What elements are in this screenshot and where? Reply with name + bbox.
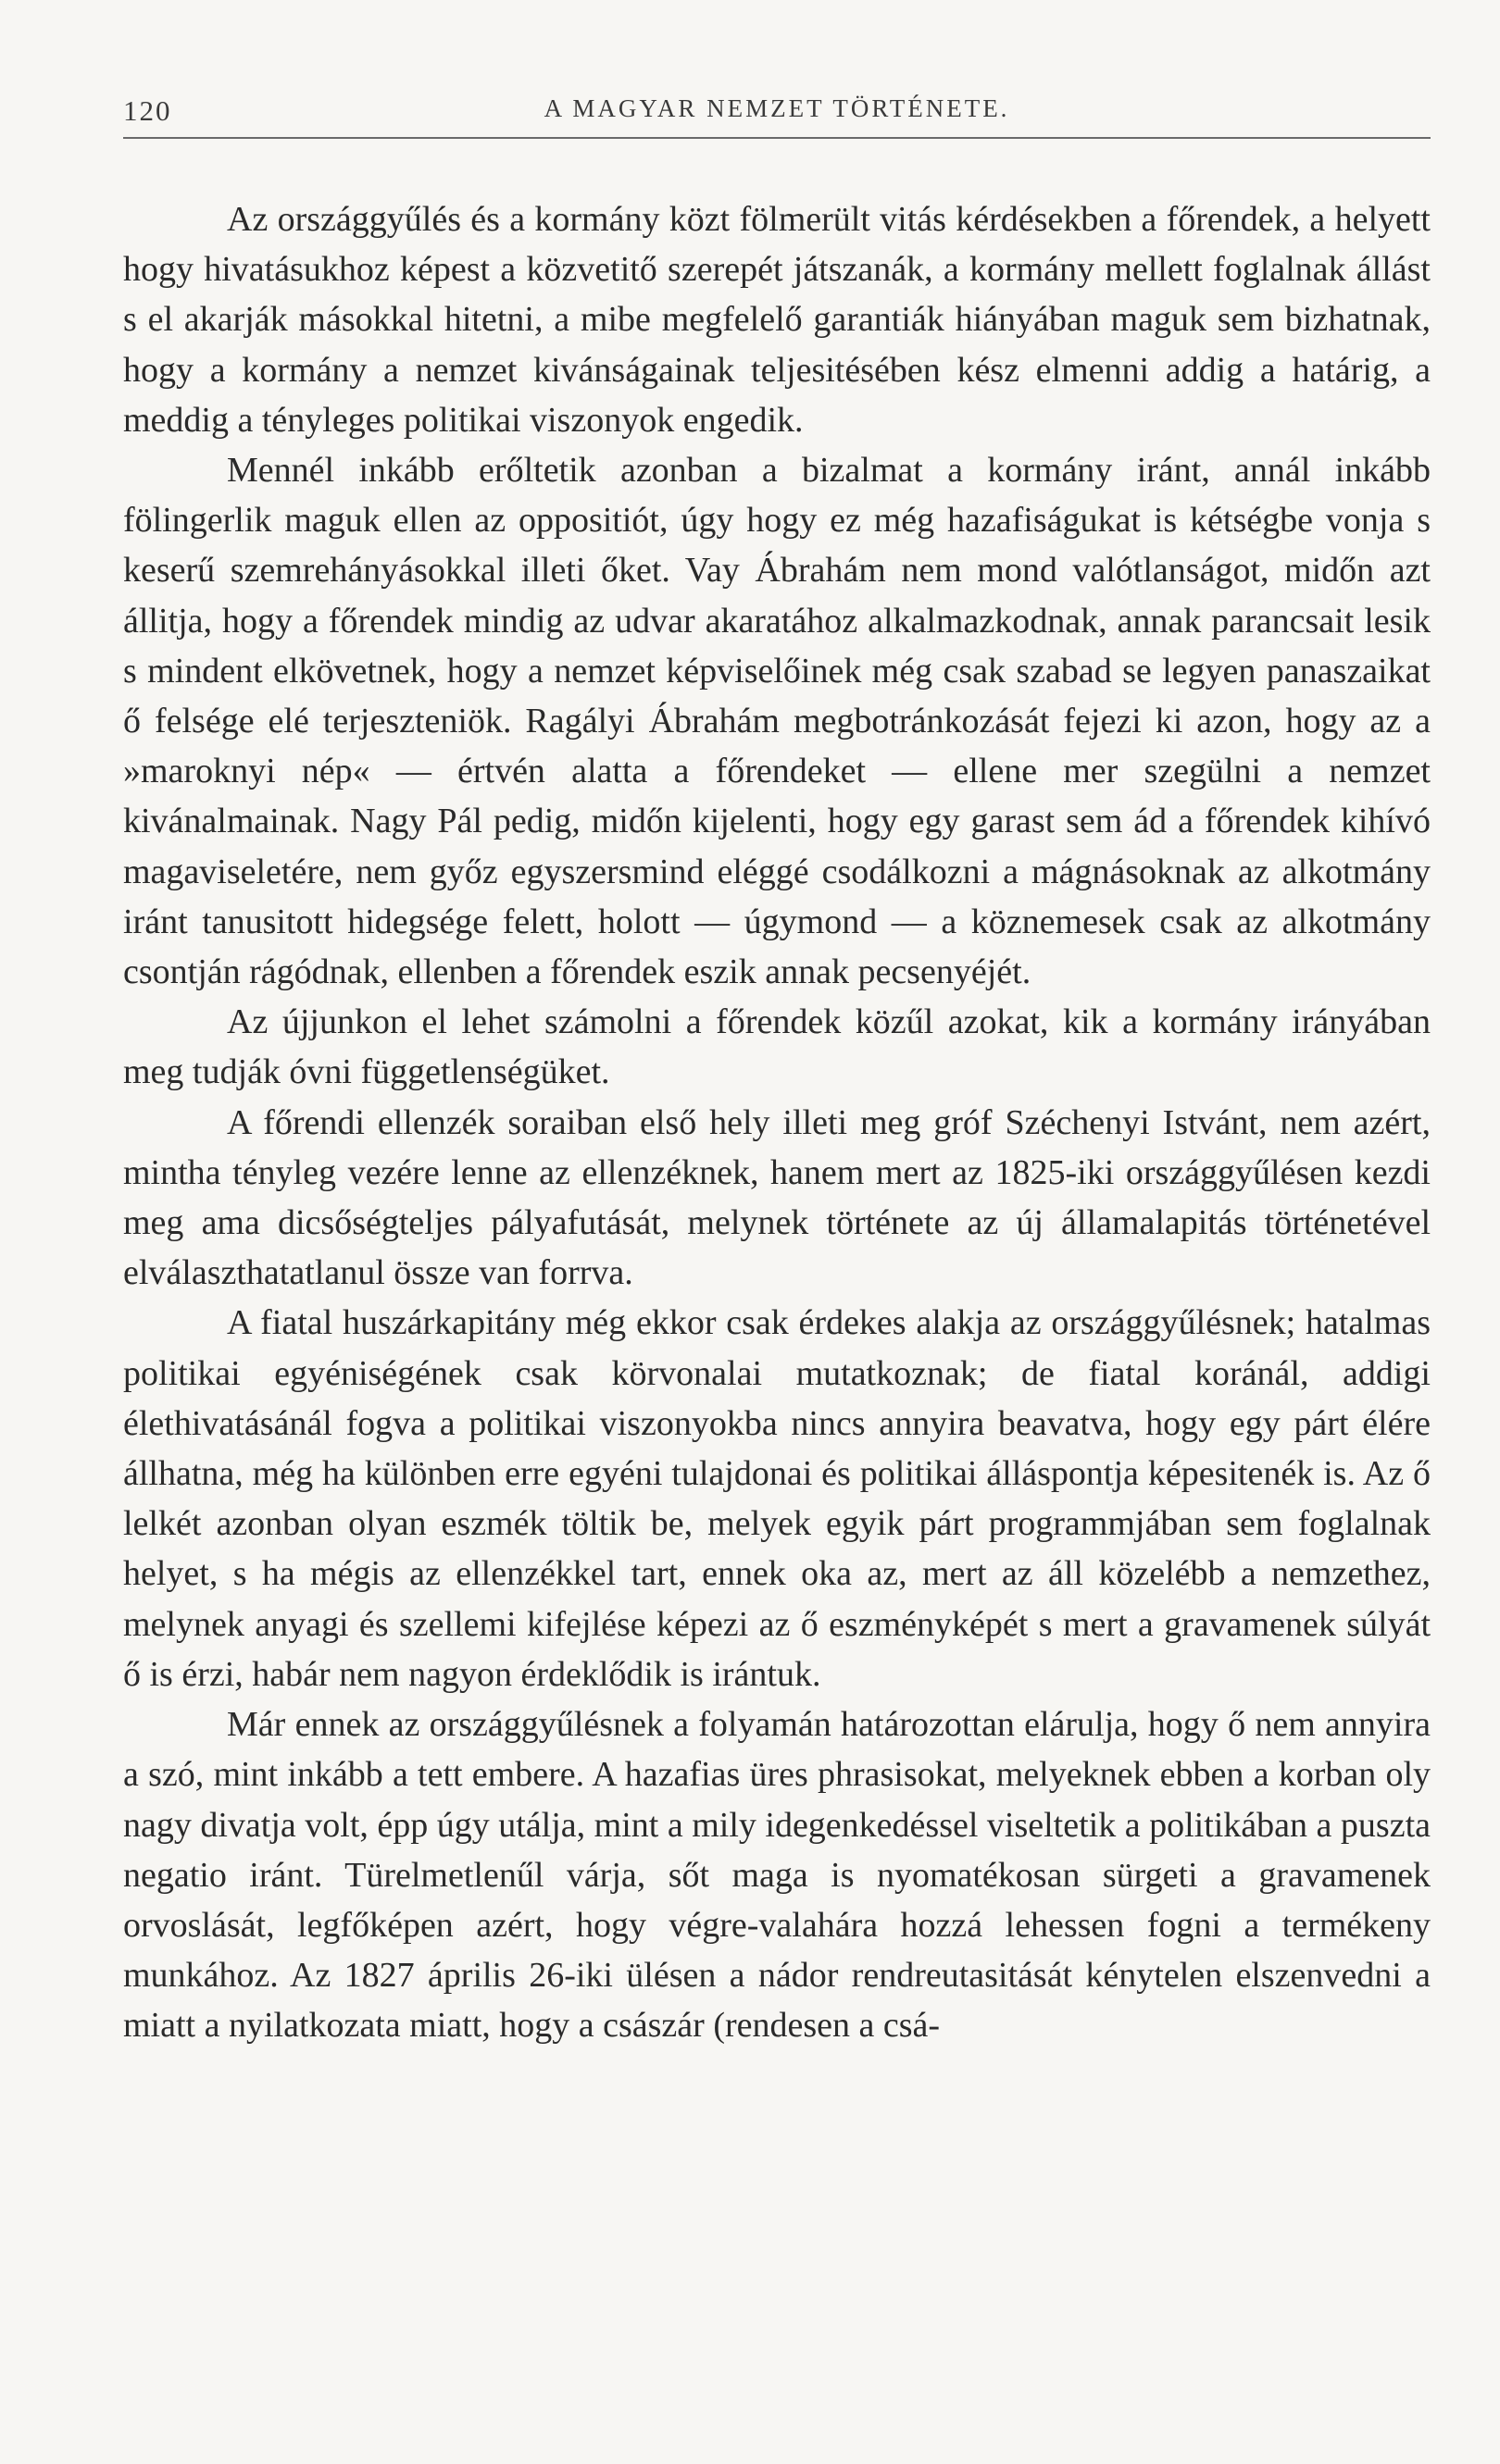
book-page [123,85,1431,2051]
paragraph: Az újjunkon el lehet számolni a főrendek közűl azokat, kik a kormány irányában meg tudják óvni függetlenségüket. [123,1002,1431,1092]
running-head [123,85,1431,139]
paragraph: Mennél inkább erőltetik azonban a bizalmat a kormány iránt, annál inkább fölingerlik maguk ellen az oppositiót, úgy hogy ez még hazafiságukat is kétségbe vonja s keserű szemrehányásokkal illeti őket. Vay Ábrahám nem mond valótlanságot, midőn azt állitja, hogy a főrendek mindig az udvar akaratához alkalmazkodnak, annak parancsait lesik s mindent elkövetnek, hogy a nemzet képviselőinek még csak szabad se legyen panaszaikat ő felsége elé terjeszteniök. Ragályi Ábrahám megbotránkozását fejezi ki azon, hogy az a »maroknyi nép« — értvén alatta a főrendeket — ellene mer szegülni a nemzet kivánalmainak. Nagy Pál pedig, midőn kijelenti, hogy egy garast sem ád a főrendek kihívó magaviseletére, nem győz egyszersmind eléggé csodálkozni a mágnásoknak az alkotmány iránt tanusitott hidegsége felett, holott — úgymond — a köznemesek csak az alkotmány csontján rágódnak, ellenben a főrendek eszik annak pecsenyéjét. [123,451,1431,992]
paragraph: Már ennek az országgyűlésnek a folyamán határozottan elárulja, hogy ő nem annyira a szó, mint inkább a tett embere. A hazafias üres phrasisokat, melyeknek ebben a korban oly nagy divatja volt, épp úgy utálja, mint a mily idegenkedéssel viseltetik a politikában a puszta negatio iránt. Türelmetlenűl várja, sőt maga is nyomatékosan sürgeti a gravamenek orvoslását, legfőképen azért, hogy végre-valahára hozzá lehessen fogni a termékeny munkához. Az 1827 április 26-iki ülésen a nádor rendreutasitását kénytelen elszenvedni a miatt a nyilatkozata miatt, hogy a császár (rendesen a csá- [123,1705,1431,2046]
page-number: 120 [123,94,172,127]
paragraph: A főrendi ellenzék soraiban első hely illeti meg gróf Széchenyi Istvánt, nem azért, mintha tényleg vezére lenne az ellenzéknek, hanem mert az 1825-iki országgyűlésen kezdi meg ama dicsőségteljes pályafutását, melynek története az új államalapitás történetével elválaszthatatlanul össze van forrva. [123,1102,1431,1293]
paragraph: A fiatal huszárkapitány még ekkor csak érdekes alakja az országgyűlésnek; hatalmas politikai egyéniségének csak körvonalai mutatkoznak; de fiatal koránál, addigi élethivatásánál fogva a politikai viszonyokba nincs annyira beavatva, hogy egy párt élére állhatna, még ha különben erre egyéni tulajdonai és politikai álláspontja képesitenék is. Az ő lelkét azonban olyan eszmék töltik be, melyek egyik párt programmjában sem foglalnak helyet, s ha mégis az ellenzékkel tart, ennek oka az, mert az áll közelébb a nemzethez, melynek anyagi és szellemi kifejlése képezi az ő eszményképét s mert a gravamenek súlyát ő is érzi, habár nem nagyon érdeklődik is irántuk. [123,1303,1431,1694]
running-head-title: A MAGYAR NEMZET TÖRTÉNETE. [544,94,1010,122]
body-text [123,194,1431,2051]
paragraph: Az országgyűlés és a kormány közt fölmerült vitás kérdésekben a főrendek, a helyett hogy hivatásukhoz képest a közvetitő szerepét játszanák, a kormány mellett foglalnak állást s el akarják másokkal hitetni, a mibe megfelelő garantiák hiányában maguk sem bizhatnak, hogy a kormány a nemzet kivánságainak teljesitésében kész elmenni addig a határig, a meddig a tényleges politikai viszonyok engedik. [123,200,1431,440]
